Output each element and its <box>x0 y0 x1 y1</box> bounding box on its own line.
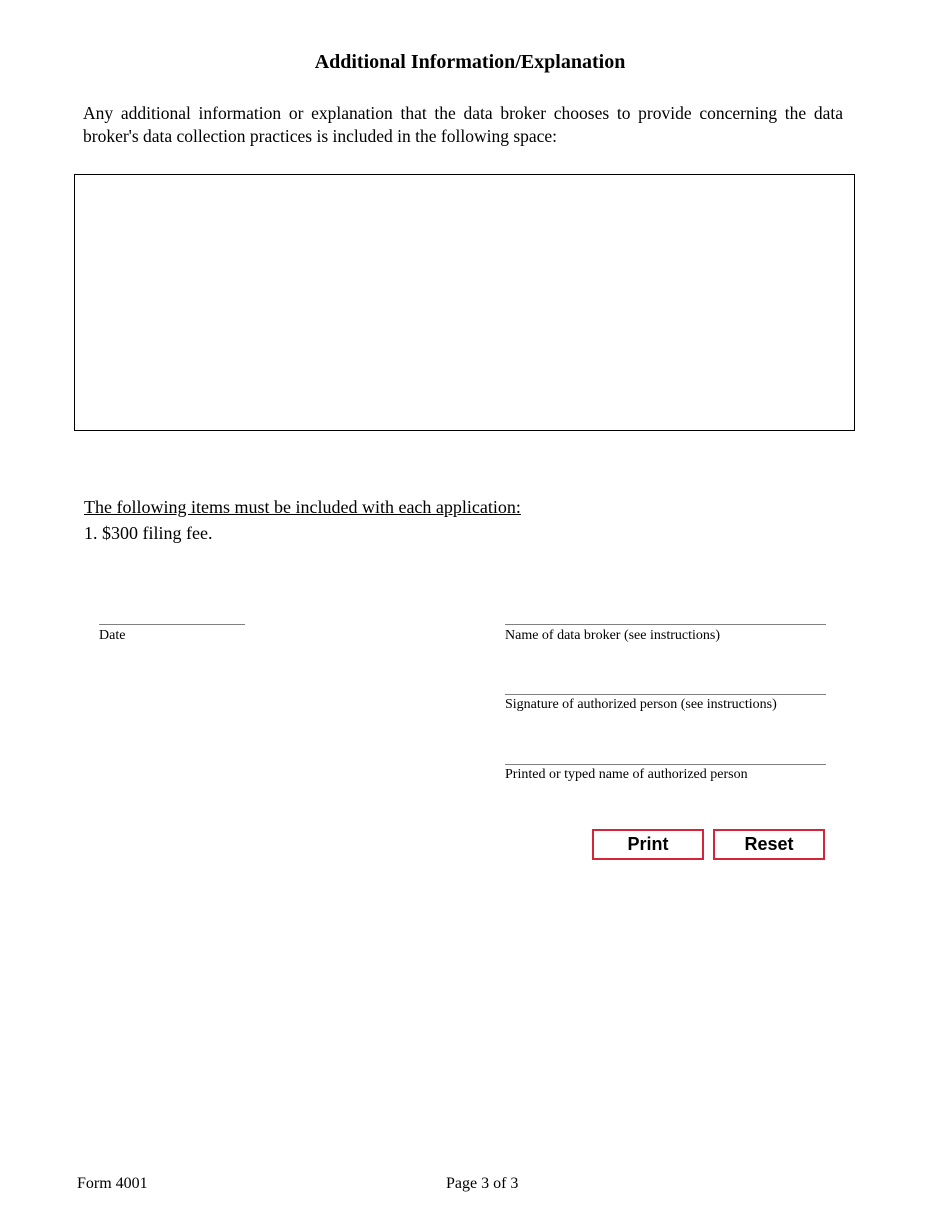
date-field[interactable] <box>99 600 245 622</box>
signature-label: Signature of authorized person (see instructions) <box>505 697 777 712</box>
print-button[interactable]: Print <box>592 829 704 860</box>
signature-underline <box>505 694 826 695</box>
date-underline <box>99 624 245 625</box>
reset-button[interactable]: Reset <box>713 829 825 860</box>
required-items-heading: The following items must be included with each application: <box>84 497 521 517</box>
explanation-textarea[interactable] <box>74 174 855 431</box>
page-indicator: Page 3 of 3 <box>446 1175 519 1192</box>
printed-name-underline <box>505 764 826 765</box>
printed-name-label: Printed or typed name of authorized person <box>505 767 748 782</box>
printed-name-field[interactable] <box>505 740 826 762</box>
required-item-filing-fee: 1. $300 filing fee. <box>84 523 213 543</box>
broker-name-label: Name of data broker (see instructions) <box>505 628 720 643</box>
date-label: Date <box>99 628 126 643</box>
intro-paragraph: Any additional information or explanation that the data broker chooses to provide concerning the data broker's data collection practices is included in the following space: <box>83 103 843 146</box>
signature-field[interactable] <box>505 670 826 692</box>
form-number: Form 4001 <box>77 1175 148 1192</box>
broker-name-field[interactable] <box>505 600 826 622</box>
broker-name-underline <box>505 624 826 625</box>
page-title: Additional Information/Explanation <box>314 51 626 73</box>
